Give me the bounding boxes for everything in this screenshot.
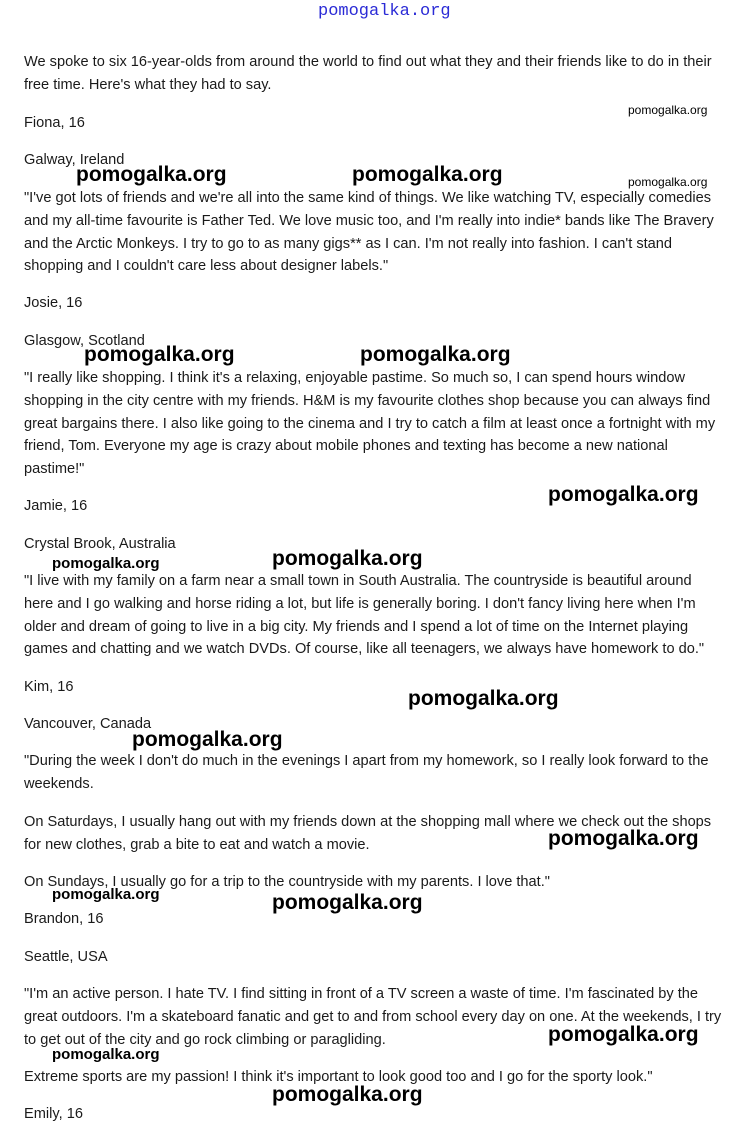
person-name: Josie, 16 bbox=[24, 295, 83, 311]
watermark: pomogalka.org bbox=[548, 483, 699, 506]
person-place: Glasgow, Scotland bbox=[24, 333, 145, 349]
person-name: Kim, 16 bbox=[24, 679, 74, 695]
person-quote: "I'm an active person. I hate TV. I find sitting in front of a TV screen a waste of time. I'm fascinated by the great outdoors. I'm a skateboard fanatic and get to and from school every day on one. At the weekends, I try to get out of the city and go rock climbing or paragliding. bbox=[24, 986, 722, 1048]
watermark: pomogalka.org bbox=[628, 103, 708, 117]
watermark: pomogalka.org bbox=[272, 547, 423, 570]
watermark: pomogalka.org bbox=[52, 1046, 160, 1063]
person-place: Vancouver, Canada bbox=[24, 716, 152, 732]
watermark: pomogalka.org bbox=[132, 728, 283, 751]
watermark: pomogalka.org bbox=[272, 1083, 423, 1106]
person-name: Jamie, 16 bbox=[24, 498, 88, 514]
watermark: pomogalka.org bbox=[272, 891, 423, 914]
watermark: pomogalka.org bbox=[548, 1023, 699, 1046]
watermark: pomogalka.org bbox=[628, 175, 708, 189]
watermark: pomogalka.org bbox=[352, 163, 503, 186]
person-place: Galway, Ireland bbox=[24, 152, 125, 168]
person-place: Crystal Brook, Australia bbox=[24, 536, 176, 552]
watermark: pomogalka.org bbox=[52, 886, 160, 903]
person-quote: On Saturdays, I usually hang out with my friends down at the shopping mall where we check out the shops for new clothes, grab a bite to eat and watch a movie. bbox=[24, 814, 712, 853]
watermark: pomogalka.org bbox=[52, 555, 160, 572]
person-name: Emily, 16 bbox=[24, 1106, 83, 1122]
intro-text: We spoke to six 16-year-olds from around the world to find out what they and their friends like to do in their free time. Here's what they had to say. bbox=[24, 54, 712, 93]
person-place: Seattle, USA bbox=[24, 949, 108, 965]
person-name: Brandon, 16 bbox=[24, 911, 104, 927]
watermark: pomogalka.org bbox=[360, 343, 511, 366]
watermark: pomogalka.org bbox=[548, 827, 699, 850]
person-quote: Extreme sports are my passion! I think it's important to look good too and I go for the sporty look." bbox=[24, 1069, 653, 1085]
person-quote: "I've got lots of friends and we're all into the same kind of things. We like watching TV, especially comedies and my all-time favourite is Father Ted. We love music too, and I'm really into indie* bands like The Bravery and the Arctic Monkeys. I try to go to as many gigs** as I can. I'm not really into fashion. I can't stand shopping and I couldn't care less about designer labels." bbox=[24, 190, 714, 275]
watermark: pomogalka.org bbox=[408, 687, 559, 710]
watermark: pomogalka.org bbox=[76, 163, 227, 186]
person-quote: "I really like shopping. I think it's a relaxing, enjoyable pastime. So much so, I can spend hours window shopping in the city centre with my friends. H&M is my favourite clothes shop because you can always find great bargains there. I also like going to the cinema and I try to catch a film at least once a fortnight with my friend, Tom. Everyone my age is crazy about mobile phones and texting has become a new national pastime!" bbox=[24, 370, 716, 478]
person-quote: "I live with my family on a farm near a small town in South Australia. The countryside is beautiful around here and I go walking and horse riding a lot, but life is generally boring. I don't fancy living here when I'm older and dream of going to live in a big city. My friends and I spend a lot of time on the Internet playing games and chatting and we watch DVDs. Of course, like all teenagers, we always have homework to do." bbox=[24, 573, 705, 658]
person-quote: On Sundays, I usually go for a trip to the countryside with my parents. I love that." bbox=[24, 874, 550, 890]
person-quote: "During the week I don't do much in the evenings I apart from my homework, so I really look forward to the weekends. bbox=[24, 753, 709, 792]
header-watermark[interactable]: pomogalka.org bbox=[318, 2, 451, 21]
watermark: pomogalka.org bbox=[84, 343, 235, 366]
person-name: Fiona, 16 bbox=[24, 115, 85, 131]
